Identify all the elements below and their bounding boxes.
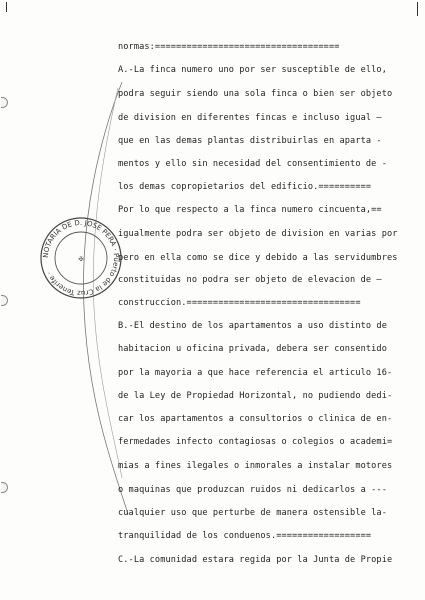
text-line: tranquilidad de los conduenos.================== [118,531,372,541]
text-line: cualquier uso que perturbe de manera ostensible la- [118,508,387,518]
text-line: o maquinas que produzcan ruidos ni dedicarlos a --- [118,485,387,495]
text-line: igualmente podra ser objeto de division en varias por [118,229,398,239]
text-line: B.-El destino de los apartamentos a uso distinto de [118,321,387,331]
text-line: A.-La finca numero uno por ser susceptible de ello, [118,65,387,75]
text-line: mentos y ello sin necesidad del consentimiento de - [118,159,387,169]
text-line: habitacion u oficina privada, debera ser consentido [118,344,387,354]
text-line: constituidas no podra ser objeto de elevacion de — [118,275,382,285]
svg-text:NOTARIA DE D. JOSE PERA · Puer: NOTARIA DE D. JOSE PERA · Puerto de la Cruz Tenerife · [41,218,121,298]
text-line: de la Ley de Propiedad Horizontal, no pudiendo dedi- [118,391,393,401]
text-line: los demas copropietarios del edificio.========== [118,182,372,192]
notary-seal [38,215,124,301]
text-line: construccion.================================= [118,298,361,308]
text-line: normas:=================================== [118,42,340,52]
text-line: por la mayoria a que hace referencia el articulo 16- [118,368,393,378]
punch-hole-top [1,97,8,108]
text-line: mias a fines ilegales o inmorales a instalar motores [118,461,393,471]
edge-mark [417,2,418,16]
text-line: Por lo que respecto a la finca numero cincuenta,== [118,205,382,215]
text-line: que en las demas plantas distribuirlas en aparta - [118,136,382,146]
text-line: de division en diferentes fincas e incluso igual — [118,113,382,123]
svg-text:✠: ✠ [78,256,84,263]
text-line: C.-La comunidad estara regida por la Junta de Propie [118,555,393,565]
text-line: fermedades infecto contagiosas o colegios o academi= [118,437,393,447]
punch-hole-bottom [1,482,8,493]
edge-mark [6,2,7,12]
punch-hole-middle [1,295,8,306]
text-line: podra seguir siendo una sola finca o bien ser objeto [118,89,393,99]
text-line: car los apartamentos a consultorios o clinica de en- [118,414,393,424]
text-line: pero en ella como se dice y debido a las servidumbres [118,253,398,263]
